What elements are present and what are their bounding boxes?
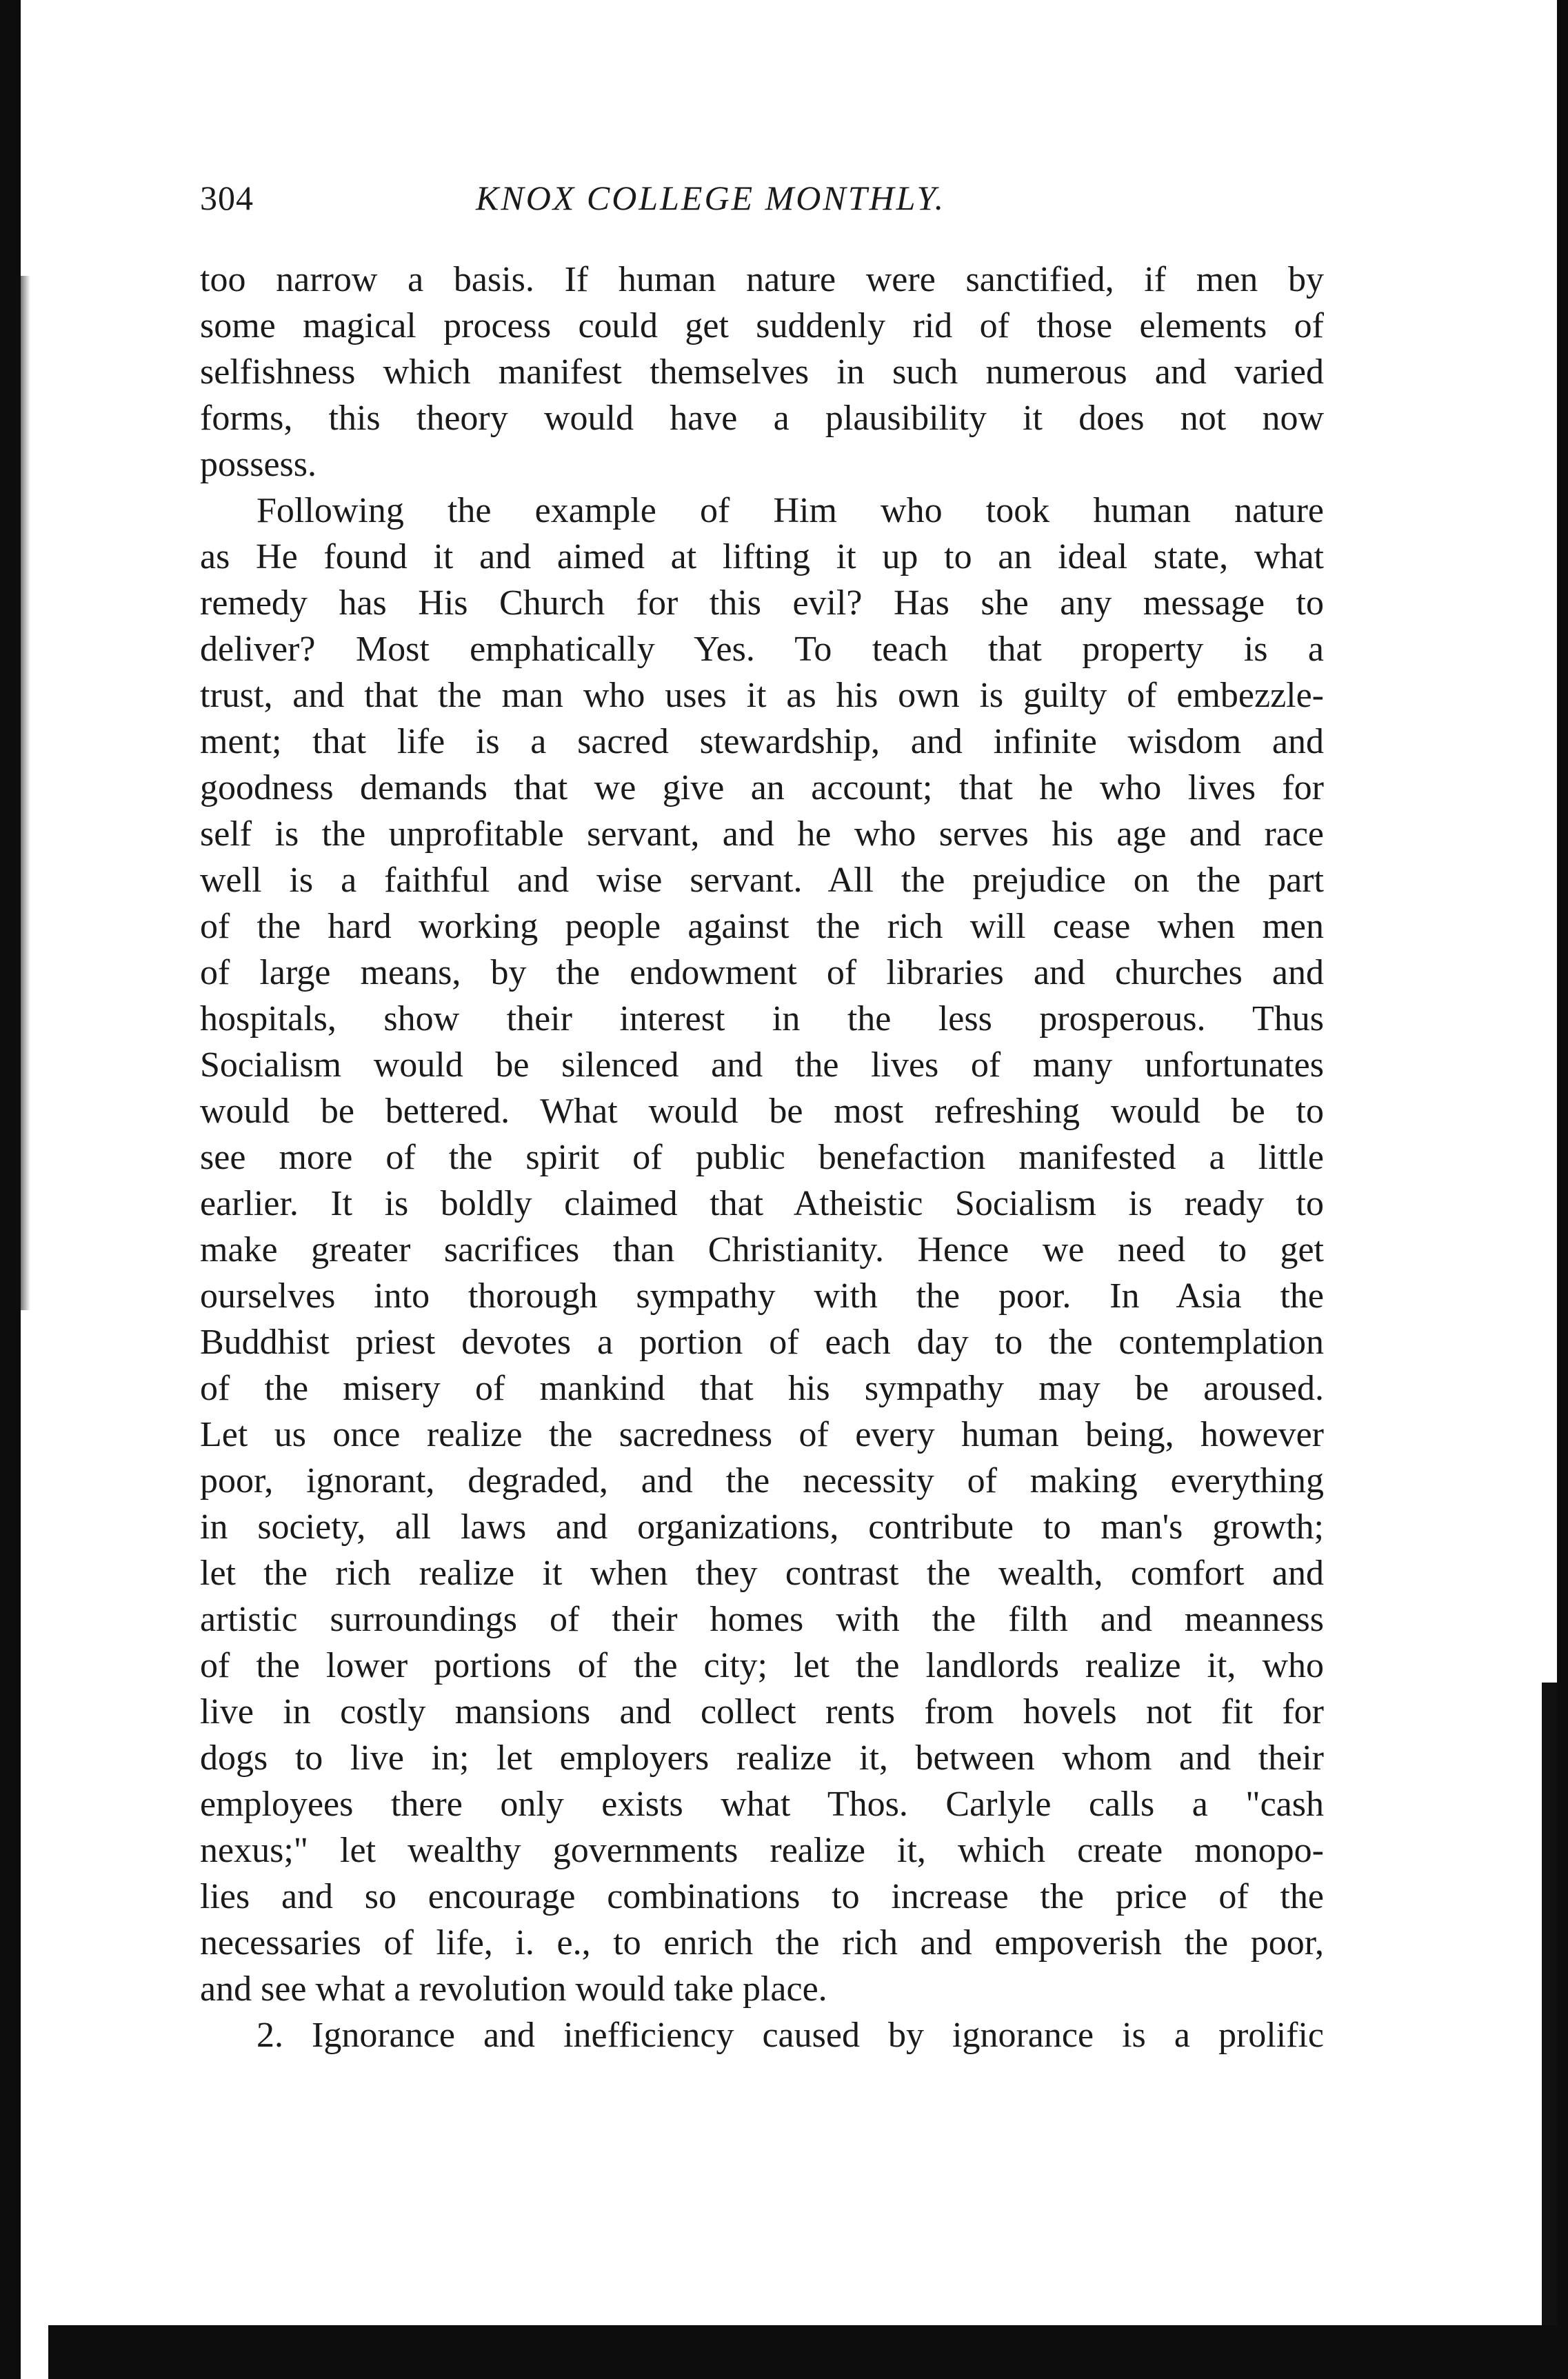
text-line: ment; that life is a sacred stewardship, and infinite wisdom and [200,722,1324,761]
text-line: and see what a revolution would take place. [200,1969,827,2009]
text-line: goodness demands that we give an account; that he who lives for [200,768,1324,807]
text-line: ourselves into thorough sympathy with the poor. In Asia the [200,1276,1324,1316]
text-line: necessaries of life, i. e., to enrich the rich and empoverish the poor, [200,1923,1324,1963]
text-line: remedy has His Church for this evil? Has she any message to [200,583,1324,623]
text-line: nexus;" let wealthy governments realize it, which create monopo- [200,1831,1324,1870]
scan-edge-right-notch [1542,1683,1557,2372]
text-line: well is a faithful and wise servant. All the prejudice on the part [200,861,1324,900]
text-line: Buddhist priest devotes a portion of each day to the contemplation [200,1323,1324,1362]
text-line: poor, ignorant, degraded, and the necessity of making everything [200,1461,1324,1500]
text-line: artistic surroundings of their homes with the filth and meanness [200,1600,1324,1639]
text-line: as He found it and aimed at lifting it up to an ideal state, what [200,537,1324,576]
paragraph-first-line: 2. Ignorance and inefficiency caused by ignorance is a prolific [257,2016,1324,2055]
text-line: self is the unprofitable servant, and he who serves his age and race [200,814,1324,854]
scan-edge-shadow [21,276,30,1310]
scan-edge-left [0,0,21,2379]
text-line: of the misery of mankind that his sympathy may be aroused. [200,1369,1324,1408]
paragraph-first-line: Following the example of Him who took human nature [257,491,1324,530]
text-line: Socialism would be silenced and the lives of many unfortunates [200,1045,1324,1085]
text-line: employees there only exists what Thos. Carlyle calls a "cash [200,1785,1324,1824]
text-line: make greater sacrifices than Christianity. Hence we need to get [200,1230,1324,1269]
text-line: possess. [200,445,317,484]
text-line: earlier. It is boldly claimed that Atheistic Socialism is ready to [200,1184,1324,1223]
text-line: some magical process could get suddenly rid of those elements of [200,306,1324,345]
scan-edge-right [1557,0,1568,2379]
text-line: lies and so encourage combinations to increase the price of the [200,1877,1324,1916]
text-line: in society, all laws and organizations, contribute to man's growth; [200,1507,1324,1547]
text-line: Let us once realize the sacredness of every human being, however [200,1415,1324,1454]
text-line: see more of the spirit of public benefaction manifested a little [200,1138,1324,1177]
text-line: hospitals, show their interest in the less prosperous. Thus [200,999,1324,1038]
running-head [200,178,1345,233]
text-line: of large means, by the endowment of libraries and churches and [200,953,1324,992]
text-line: forms, this theory would have a plausibility it does not now [200,399,1324,438]
text-line: trust, and that the man who uses it as his own is guilty of embezzle- [200,676,1324,715]
text-line: of the hard working people against the rich will cease when men [200,907,1324,946]
text-line: live in costly mansions and collect rents from hovels not fit for [200,1692,1324,1731]
text-line: too narrow a basis. If human nature were sanctified, if men by [200,260,1324,299]
text-line: would be bettered. What would be most refreshing would be to [200,1092,1324,1131]
scan-edge-bottom [48,2325,1568,2379]
text-line: of the lower portions of the city; let the landlords realize it, who [200,1646,1324,1685]
page-number: 304 [200,179,254,217]
text-line: deliver? Most emphatically Yes. To teach that property is a [200,630,1324,669]
running-title: KNOX COLLEGE MONTHLY. [476,179,946,217]
text-line: let the rich realize it when they contrast the wealth, comfort and [200,1554,1324,1593]
page-body [200,257,1324,2058]
text-line: selfishness which manifest themselves in such numerous and varied [200,352,1324,392]
text-line: dogs to live in; let employers realize it, between whom and their [200,1738,1324,1778]
